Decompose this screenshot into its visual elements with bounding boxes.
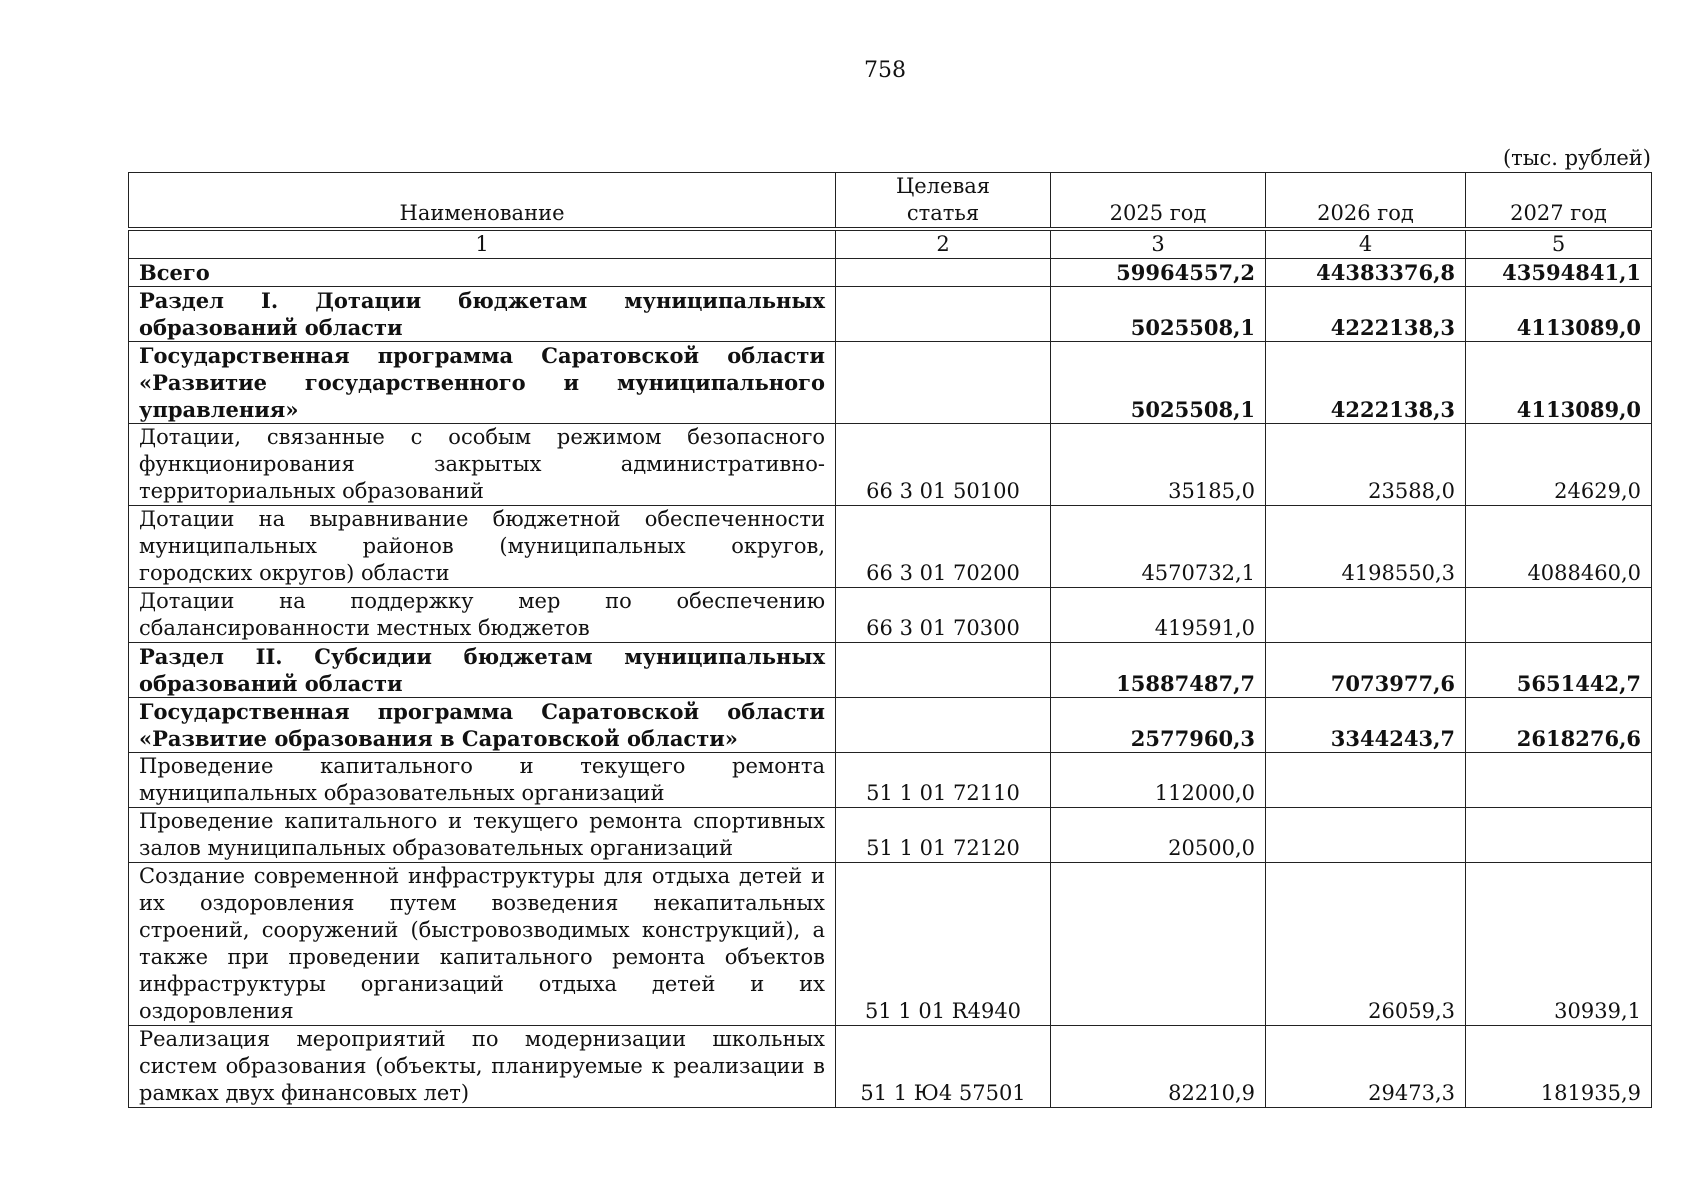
table-row: [129, 506, 1652, 588]
row-value-2027: 5651442,7: [1466, 643, 1652, 698]
row-value-2025: 5025508,1: [1051, 287, 1266, 342]
table-row: [129, 588, 1652, 643]
row-name: Государственная программа Саратовской области «Развитие образования в Саратовской области»: [129, 698, 836, 753]
header-year-2027: 2027 год: [1466, 173, 1652, 230]
column-number-row: [129, 229, 1652, 259]
table-row: [129, 1026, 1652, 1108]
row-value-2026: [1266, 808, 1466, 863]
row-value-2026: 29473,3: [1266, 1026, 1466, 1108]
row-name: Всего: [129, 259, 836, 287]
units-label: (тыс. рублей): [1502, 146, 1651, 170]
row-value-2025: 20500,0: [1051, 808, 1266, 863]
row-value-2027: [1466, 808, 1652, 863]
row-value-2027: 43594841,1: [1466, 259, 1652, 287]
column-number: 5: [1466, 229, 1652, 259]
row-target-code: [836, 287, 1051, 342]
row-value-2027: 4113089,0: [1466, 342, 1652, 424]
row-value-2027: 2618276,6: [1466, 698, 1652, 753]
row-name: Государственная программа Саратовской области «Развитие государственного и муниципального управления»: [129, 342, 836, 424]
budget-table: [128, 172, 1652, 1108]
row-value-2027: [1466, 588, 1652, 643]
row-value-2025: 5025508,1: [1051, 342, 1266, 424]
table-row: [129, 753, 1652, 808]
column-number: 2: [836, 229, 1051, 259]
row-value-2026: 26059,3: [1266, 863, 1466, 1026]
row-value-2026: 23588,0: [1266, 424, 1466, 506]
table-row: [129, 424, 1652, 506]
table-body: [129, 259, 1652, 1108]
row-value-2025: 4570732,1: [1051, 506, 1266, 588]
row-value-2026: [1266, 588, 1466, 643]
row-target-code: 66 3 01 50100: [836, 424, 1051, 506]
row-value-2026: 3344243,7: [1266, 698, 1466, 753]
row-name: Раздел I. Дотации бюджетам муниципальных образований области: [129, 287, 836, 342]
row-target-code: 51 1 Ю4 57501: [836, 1026, 1051, 1108]
row-target-code: 66 3 01 70300: [836, 588, 1051, 643]
row-name: Дотации, связанные с особым режимом безопасного функционирования закрытых административно-территориальных образований: [129, 424, 836, 506]
row-value-2027: 4113089,0: [1466, 287, 1652, 342]
row-value-2026: 7073977,6: [1266, 643, 1466, 698]
row-value-2025: [1051, 863, 1266, 1026]
row-value-2026: 4222138,3: [1266, 287, 1466, 342]
row-name: Реализация мероприятий по модернизации школьных систем образования (объекты, планируемые к реализации в рамках двух финансовых лет): [129, 1026, 836, 1108]
row-value-2027: 4088460,0: [1466, 506, 1652, 588]
row-value-2025: 82210,9: [1051, 1026, 1266, 1108]
column-number: 1: [129, 229, 836, 259]
row-value-2026: [1266, 753, 1466, 808]
row-value-2025: 419591,0: [1051, 588, 1266, 643]
row-target-code: [836, 259, 1051, 287]
header-code: [836, 173, 1051, 230]
header-year-2025: 2025 год: [1051, 173, 1266, 230]
row-target-code: 51 1 01 R4940: [836, 863, 1051, 1026]
row-name: Раздел II. Субсидии бюджетам муниципальных образований области: [129, 643, 836, 698]
row-value-2025: 112000,0: [1051, 753, 1266, 808]
row-target-code: 51 1 01 72120: [836, 808, 1051, 863]
table-row: [129, 863, 1652, 1026]
row-target-code: 66 3 01 70200: [836, 506, 1051, 588]
row-value-2025: 35185,0: [1051, 424, 1266, 506]
table-row: [129, 698, 1652, 753]
row-target-code: [836, 698, 1051, 753]
table-row: [129, 259, 1652, 287]
table-header-row: [129, 173, 1652, 230]
column-number: 3: [1051, 229, 1266, 259]
row-target-code: [836, 342, 1051, 424]
header-code-line2: статья: [906, 201, 980, 225]
row-value-2025: 15887487,7: [1051, 643, 1266, 698]
row-value-2026: 44383376,8: [1266, 259, 1466, 287]
row-value-2027: [1466, 753, 1652, 808]
column-number: 4: [1266, 229, 1466, 259]
row-name: Дотации на выравнивание бюджетной обеспеченности муниципальных районов (муниципальных округов, городских округов) области: [129, 506, 836, 588]
row-name: Проведение капитального и текущего ремонта муниципальных образовательных организаций: [129, 753, 836, 808]
row-target-code: 51 1 01 72110: [836, 753, 1051, 808]
row-value-2027: 30939,1: [1466, 863, 1652, 1026]
header-name: Наименование: [129, 173, 836, 230]
row-name: Создание современной инфраструктуры для отдыха детей и их оздоровления путем возведения некапитальных строений, сооружений (быстровозводимых конструкций), а также при проведении капитального ремонта объектов инфраструктуры организаций отдыха детей и их оздоровления: [129, 863, 836, 1026]
row-name: Дотации на поддержку мер по обеспечению сбалансированности местных бюджетов: [129, 588, 836, 643]
row-name: Проведение капитального и текущего ремонта спортивных залов муниципальных образовательных организаций: [129, 808, 836, 863]
row-value-2026: 4222138,3: [1266, 342, 1466, 424]
row-value-2026: 4198550,3: [1266, 506, 1466, 588]
row-value-2027: 24629,0: [1466, 424, 1652, 506]
table-row: [129, 287, 1652, 342]
table-row: [129, 342, 1652, 424]
header-code-line1: Целевая: [895, 174, 991, 198]
row-value-2027: 181935,9: [1466, 1026, 1652, 1108]
row-value-2025: 2577960,3: [1051, 698, 1266, 753]
table-row: [129, 643, 1652, 698]
row-value-2025: 59964557,2: [1051, 259, 1266, 287]
table-row: [129, 808, 1652, 863]
header-year-2026: 2026 год: [1266, 173, 1466, 230]
row-target-code: [836, 643, 1051, 698]
page-number: 758: [864, 58, 906, 83]
